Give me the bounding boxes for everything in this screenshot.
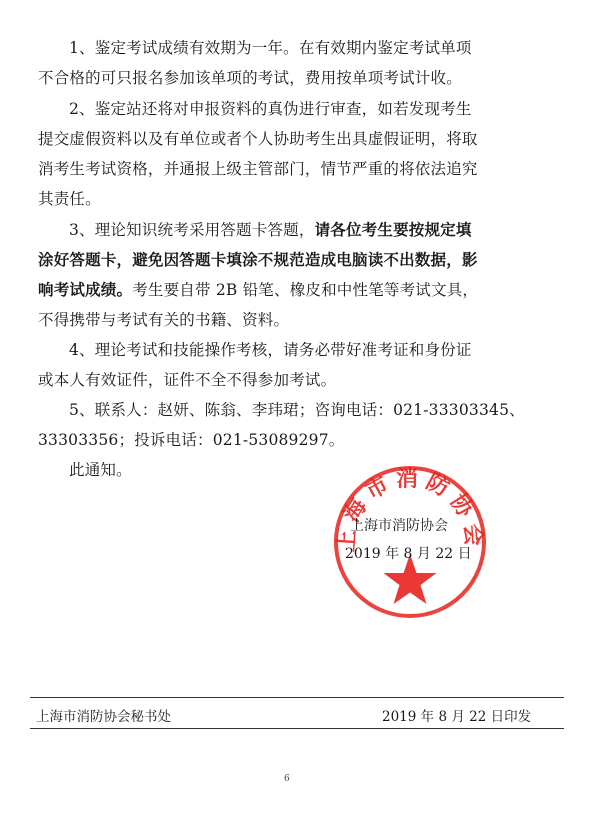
signature-org: 上海市消防协会 [350, 518, 448, 534]
item-3-line-3 [38, 278, 478, 300]
item-1-line-1: 1、鉴定考试成绩有效期为一年。在有效期内鉴定考试单项 [69, 39, 472, 57]
item-3-line-4: 不得携带与考试有关的书籍、资料。 [38, 311, 290, 329]
svg-text:上海市消防协会 [334, 466, 487, 553]
footer-rule-bottom [30, 728, 564, 729]
item-5-line-1: 5、联系人：赵妍、陈翁、李玮珺；咨询电话：021-33303345、 [69, 401, 525, 419]
footer-rule-top [30, 697, 564, 698]
item-3-line-3-bold: 响考试成绩。 [38, 280, 133, 299]
closing-text: 此通知。 [69, 461, 132, 479]
item-3-line-1 [69, 218, 472, 240]
item-5-line-2: 33303356；投诉电话：021-53089297。 [38, 431, 345, 449]
item-3-line-1-bold: 请各位考生要按规定填 [314, 220, 472, 239]
item-1-line-2: 不合格的可只报名参加该单项的考试，费用按单项考试计收。 [38, 69, 462, 87]
item-2-line-3: 消考生考试资格，并通报上级主管部门，情节严重的将依法追究 [38, 160, 478, 178]
signature-date: 2019 年 8 月 22 日 [345, 546, 472, 562]
item-3-line-1-normal: 3、理论知识统考采用答题卡答题， [69, 221, 315, 239]
page-number: 6 [284, 774, 290, 784]
item-2-line-4: 其责任。 [38, 190, 101, 208]
footer-issuer: 上海市消防协会秘书处 [36, 709, 171, 725]
item-3-line-2: 涂好答题卡，避免因答题卡填涂不规范造成电脑读不出数据，影 [38, 250, 478, 269]
item-2-line-2: 提交虚假资料以及有单位或者个人协助考生出具虚假证明，将取 [38, 130, 478, 148]
item-2-line-1: 2、鉴定站还将对申报资料的真伪进行审查，如若发现考生 [69, 100, 472, 118]
footer-issue-date: 2019 年 8 月 22 日印发 [382, 709, 532, 725]
item-4-line-1: 4、理论考试和技能操作考核，请务必带好准考证和身份证 [69, 341, 472, 359]
official-seal [330, 462, 490, 622]
seal-text: 上海市消防协会 [334, 467, 486, 553]
item-4-line-2: 或本人有效证件，证件不全不得参加考试。 [38, 371, 337, 389]
item-3-line-3-normal: 考生要自带 2B 铅笔、橡皮和中性笔等考试文具， [132, 281, 479, 299]
